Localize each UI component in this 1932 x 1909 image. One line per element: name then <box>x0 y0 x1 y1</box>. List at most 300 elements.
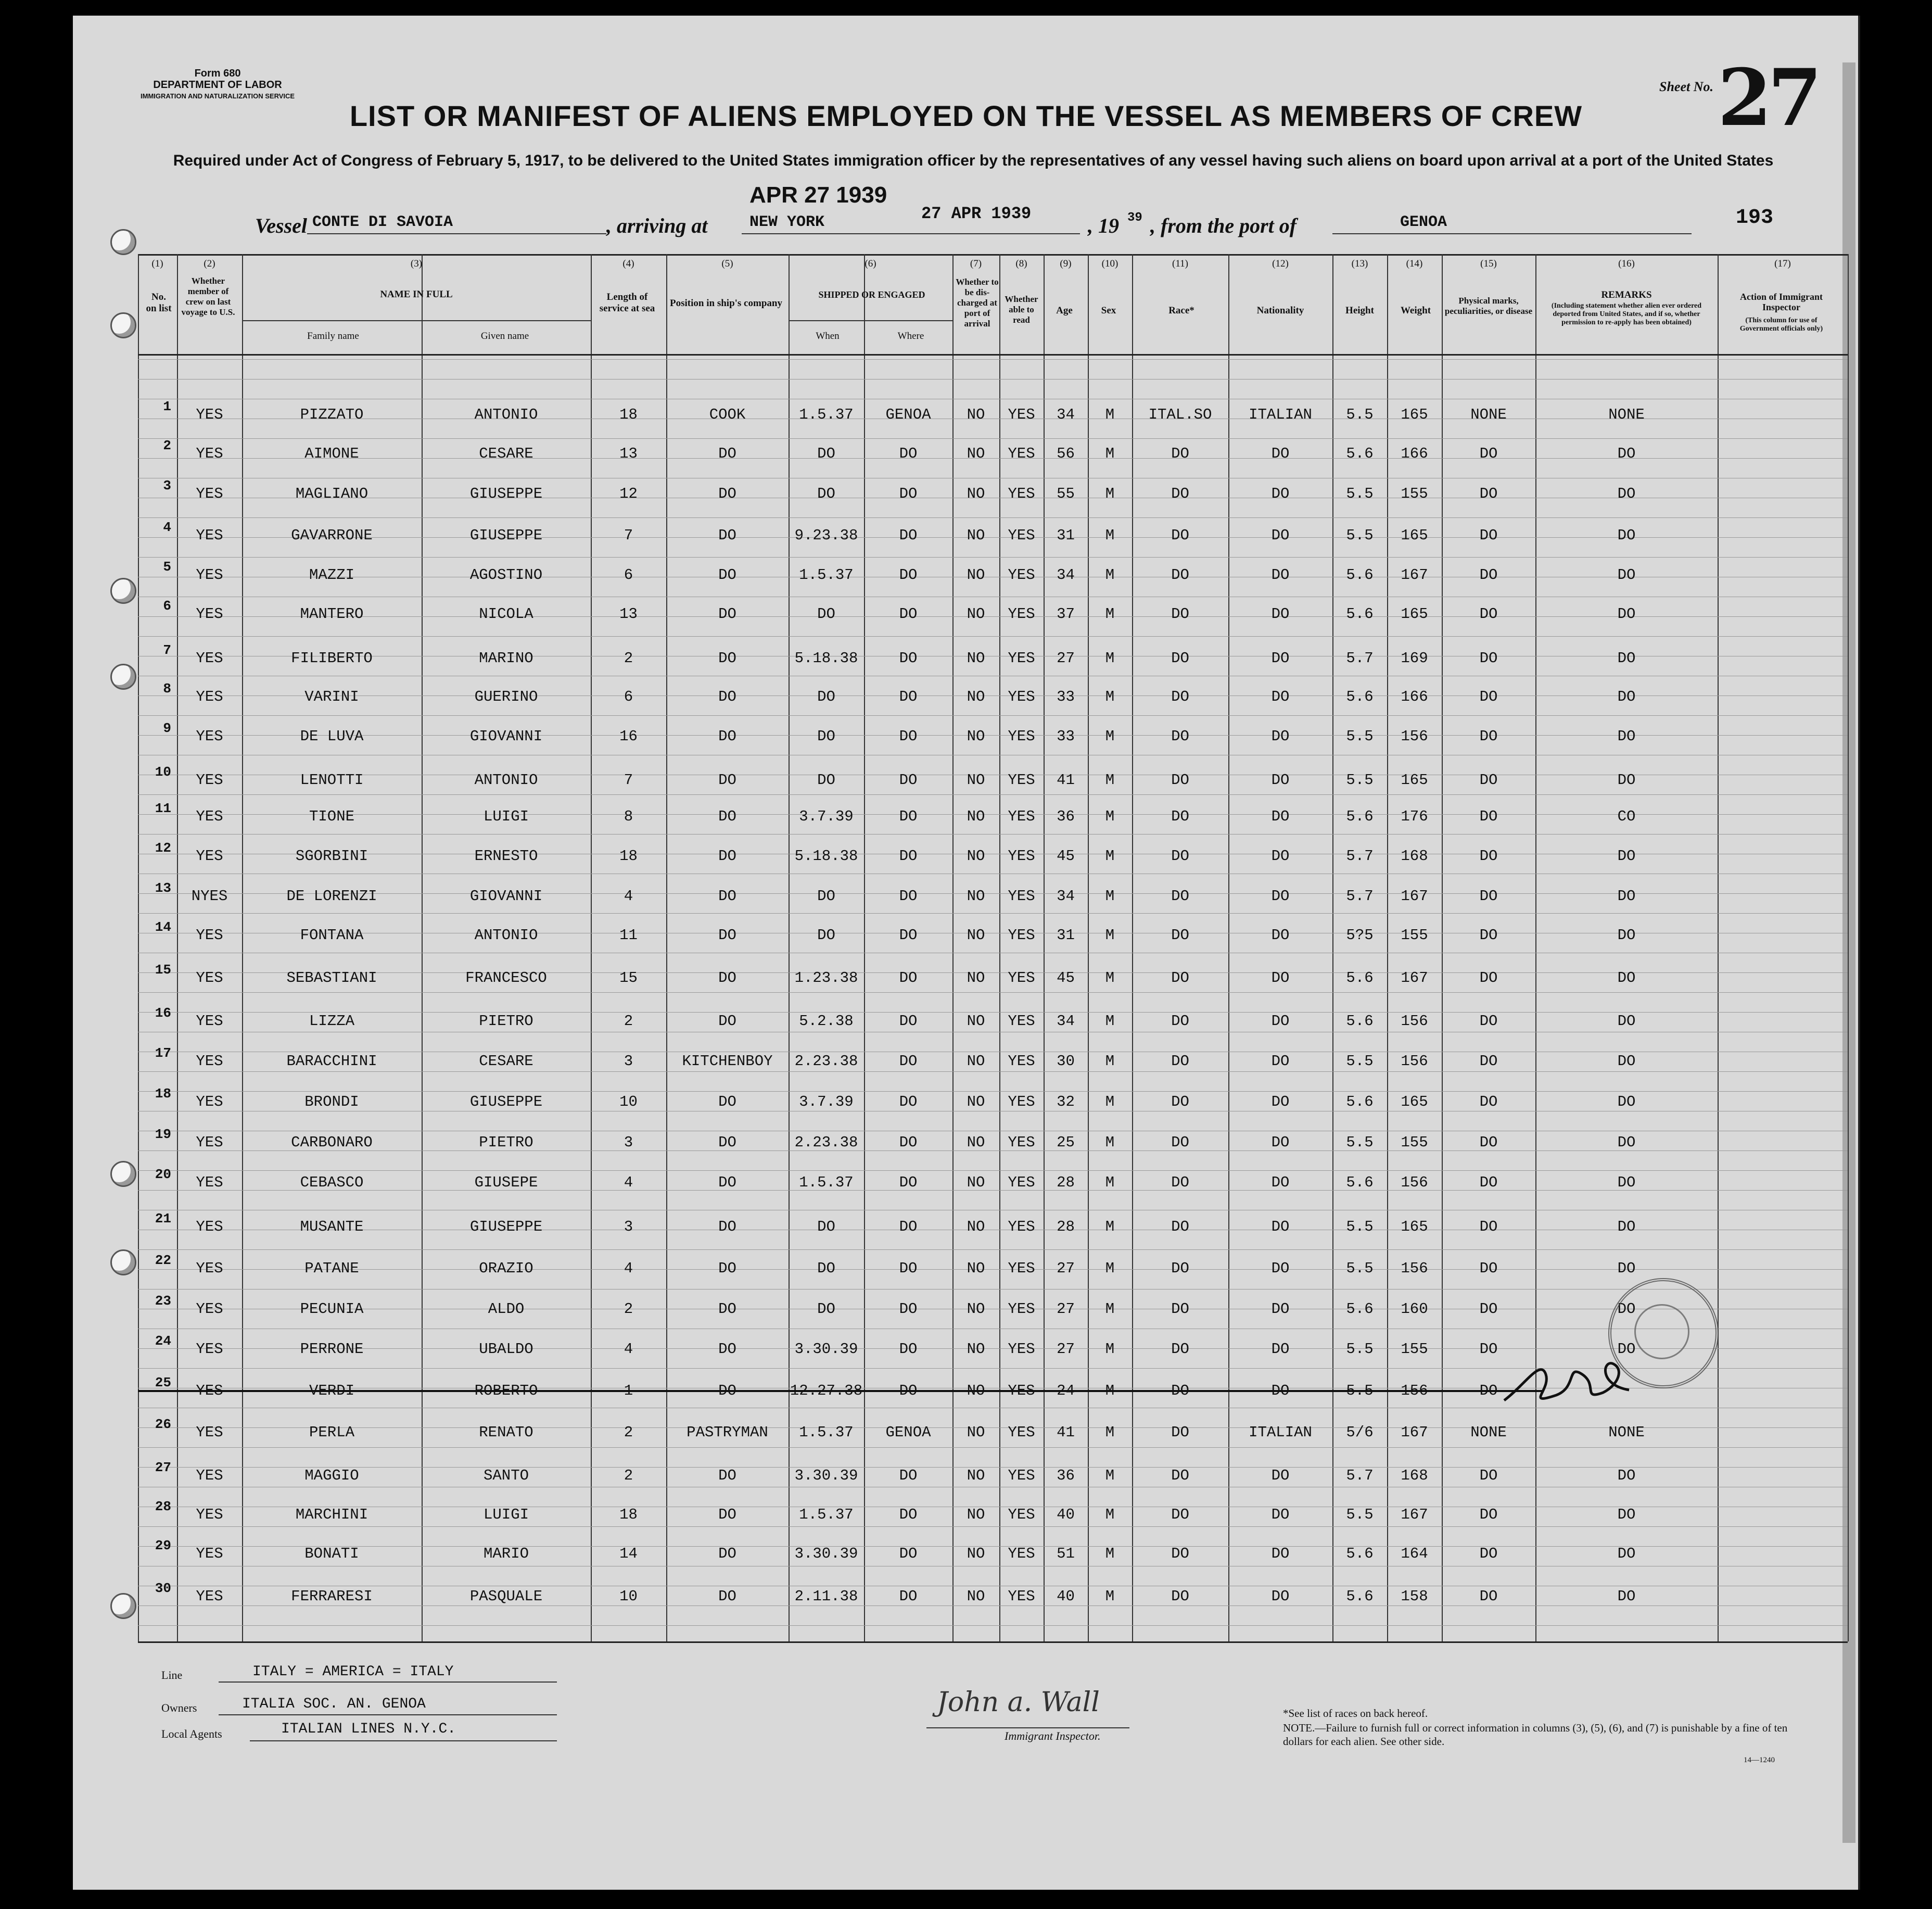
weight: 168 <box>1401 848 1428 865</box>
engaged-when: DO <box>817 1218 835 1235</box>
sex: M <box>1105 566 1115 584</box>
discharged: NO <box>967 1424 985 1441</box>
crew-status: YES <box>196 605 223 623</box>
sex: M <box>1105 1424 1115 1441</box>
races-note: *See list of races on back hereof. <box>1283 1707 1428 1720</box>
physical-marks: NONE <box>1470 1424 1507 1441</box>
race: DO <box>1171 527 1189 544</box>
binder-hole <box>110 1249 136 1275</box>
from-port-underline <box>1332 233 1692 234</box>
position: DO <box>718 445 736 462</box>
crew-status: YES <box>196 1382 223 1399</box>
length-of-service: 2 <box>624 1300 633 1318</box>
height: 5/6 <box>1346 1424 1374 1441</box>
remarks: DO <box>1617 1218 1636 1235</box>
length-of-service: 18 <box>619 1506 638 1523</box>
column-number: (5) <box>721 258 733 269</box>
header-position: Position in ship's company <box>670 298 782 309</box>
family-name: PERLA <box>309 1424 354 1441</box>
engaged-when: DO <box>817 1260 835 1277</box>
nationality: DO <box>1271 485 1290 502</box>
remarks: DO <box>1617 445 1636 462</box>
row-number: 19 <box>155 1127 171 1142</box>
length-of-service: 15 <box>619 969 638 987</box>
age: 41 <box>1057 1424 1075 1441</box>
row-number: 17 <box>155 1045 171 1061</box>
crew-status: YES <box>196 848 223 865</box>
weight: 156 <box>1401 1260 1428 1277</box>
given-name: GIUSEPPE <box>469 1093 543 1110</box>
row-number: 29 <box>155 1538 171 1553</box>
remarks: DO <box>1617 485 1636 502</box>
binder-hole <box>110 229 136 255</box>
crew-status: YES <box>196 1260 223 1277</box>
column-number: (2) <box>204 258 215 269</box>
sex: M <box>1105 1174 1115 1191</box>
nationality: DO <box>1271 605 1290 623</box>
weight: 165 <box>1401 605 1428 623</box>
remarks: DO <box>1617 1174 1636 1191</box>
family-name: TIONE <box>309 808 354 825</box>
arriving-port: NEW YORK <box>749 213 825 231</box>
grid-horizontal-line <box>138 1447 1848 1448</box>
height: 5.7 <box>1346 848 1374 865</box>
row-number: 16 <box>155 1005 171 1021</box>
sex: M <box>1105 1218 1115 1235</box>
engaged-when: 5.18.38 <box>794 848 858 865</box>
sex: M <box>1105 1093 1115 1110</box>
age: 34 <box>1057 566 1075 584</box>
header-remarks-sub: (Including statement whether alien ever ordered deported from United States, and if so, whether permission to re-apply has been obtained) <box>1551 302 1702 326</box>
line-label: Line <box>161 1668 183 1682</box>
given-name: GIUSEPPE <box>469 485 543 502</box>
able-to-read: YES <box>1008 527 1035 544</box>
weight: 166 <box>1401 445 1428 462</box>
arriving-underline <box>742 233 1080 234</box>
physical-marks: DO <box>1479 1260 1498 1277</box>
age: 27 <box>1057 1300 1075 1318</box>
engaged-where: DO <box>899 605 918 623</box>
family-name: FILIBERTO <box>291 650 373 667</box>
family-name: VERDI <box>309 1382 354 1399</box>
engaged-when: DO <box>817 772 835 789</box>
crew-status: YES <box>196 1174 223 1191</box>
column-number: (14) <box>1406 258 1423 269</box>
position: DO <box>718 808 736 825</box>
weight: 167 <box>1401 888 1428 905</box>
engaged-where: DO <box>899 1467 918 1484</box>
engaged-when: 3.7.39 <box>799 1093 854 1110</box>
remarks: DO <box>1617 1300 1636 1318</box>
engaged-where: DO <box>899 445 918 462</box>
engaged-where: DO <box>899 1300 918 1318</box>
sex: M <box>1105 1506 1115 1523</box>
engaged-where: DO <box>899 1506 918 1523</box>
height: 5.5 <box>1346 406 1374 423</box>
family-name: LENOTTI <box>300 772 364 789</box>
weight: 167 <box>1401 1424 1428 1441</box>
weight: 167 <box>1401 969 1428 987</box>
able-to-read: YES <box>1008 1545 1035 1562</box>
crew-status: YES <box>196 728 223 745</box>
grid-horizontal-line <box>138 359 1848 360</box>
physical-marks: DO <box>1479 1053 1498 1070</box>
race: DO <box>1171 1588 1189 1605</box>
crew-status: YES <box>196 1341 223 1358</box>
header-where: Where <box>897 331 924 342</box>
sex: M <box>1105 1588 1115 1605</box>
position: DO <box>718 605 736 623</box>
column-number: (13) <box>1351 258 1368 269</box>
physical-marks: DO <box>1479 927 1498 944</box>
race: DO <box>1171 1260 1189 1277</box>
nationality: DO <box>1271 1093 1290 1110</box>
discharged: NO <box>967 969 985 987</box>
nationality: DO <box>1271 1174 1290 1191</box>
column-number: (12) <box>1272 258 1289 269</box>
grid-horizontal-line <box>138 1071 1848 1072</box>
able-to-read: YES <box>1008 969 1035 987</box>
length-of-service: 14 <box>619 1545 638 1562</box>
row-number: 22 <box>155 1253 171 1268</box>
able-to-read: YES <box>1008 688 1035 705</box>
nationality: DO <box>1271 1013 1290 1030</box>
weight: 156 <box>1401 728 1428 745</box>
age: 36 <box>1057 1467 1075 1484</box>
engaged-when: 1.23.38 <box>794 969 858 987</box>
grid-horizontal-line <box>138 379 1848 380</box>
owners-label: Owners <box>161 1701 197 1714</box>
crew-status: YES <box>196 445 223 462</box>
nationality: DO <box>1271 1260 1290 1277</box>
engaged-where: DO <box>899 1545 918 1562</box>
family-name: PECUNIA <box>300 1300 364 1318</box>
consulate-seal-center <box>1634 1304 1689 1359</box>
engaged-when: DO <box>817 445 835 462</box>
nationality: DO <box>1271 1053 1290 1070</box>
family-name: MARCHINI <box>295 1506 368 1523</box>
given-name: ERNESTO <box>474 848 538 865</box>
row-number: 24 <box>155 1333 171 1349</box>
height: 5.5 <box>1346 1382 1374 1399</box>
year-label: , 19 <box>1088 214 1119 237</box>
age: 37 <box>1057 605 1075 623</box>
form-number-block <box>141 68 295 102</box>
race: DO <box>1171 1053 1189 1070</box>
height: 5.6 <box>1346 969 1374 987</box>
family-name: DE LORENZI <box>286 888 377 905</box>
weight: 156 <box>1401 1053 1428 1070</box>
discharged: NO <box>967 1545 985 1562</box>
remarks: DO <box>1617 688 1636 705</box>
physical-marks: DO <box>1479 888 1498 905</box>
family-name: BARACCHINI <box>286 1053 377 1070</box>
agents-value: ITALIAN LINES N.Y.C. <box>281 1721 456 1737</box>
able-to-read: YES <box>1008 1174 1035 1191</box>
height: 5.6 <box>1346 688 1374 705</box>
length-of-service: 10 <box>619 1588 638 1605</box>
race: DO <box>1171 1174 1189 1191</box>
able-to-read: YES <box>1008 1053 1035 1070</box>
able-to-read: YES <box>1008 888 1035 905</box>
given-name: ALDO <box>488 1300 525 1318</box>
grid-horizontal-line <box>138 1249 1848 1250</box>
discharged: NO <box>967 1467 985 1484</box>
length-of-service: 3 <box>624 1218 633 1235</box>
length-of-service: 3 <box>624 1134 633 1151</box>
age: 28 <box>1057 1218 1075 1235</box>
height: 5.6 <box>1346 1013 1374 1030</box>
engaged-when: 3.30.39 <box>794 1545 858 1562</box>
length-of-service: 4 <box>624 888 633 905</box>
engaged-where: DO <box>899 650 918 667</box>
row-number: 21 <box>155 1211 171 1227</box>
engaged-where: DO <box>899 1260 918 1277</box>
engaged-where: DO <box>899 1053 918 1070</box>
able-to-read: YES <box>1008 1588 1035 1605</box>
position: DO <box>718 1341 736 1358</box>
length-of-service: 6 <box>624 566 633 584</box>
given-name: MARINO <box>479 650 533 667</box>
race: DO <box>1171 605 1189 623</box>
given-name: GIUSEPPE <box>469 1218 543 1235</box>
discharged: NO <box>967 1134 985 1151</box>
weight: 165 <box>1401 1093 1428 1110</box>
arriving-label: , arriving at <box>606 214 708 237</box>
header-discharged: Whether to be dis-charged at port of arrival <box>956 277 999 328</box>
column-number: (15) <box>1480 258 1497 269</box>
physical-marks: DO <box>1479 1382 1498 1399</box>
physical-marks: DO <box>1479 1134 1498 1151</box>
physical-marks: DO <box>1479 1218 1498 1235</box>
binder-hole <box>110 664 136 690</box>
remarks: DO <box>1617 527 1636 544</box>
height: 5.6 <box>1346 1174 1374 1191</box>
header-nationality: Nationality <box>1256 305 1304 316</box>
given-name: PIETRO <box>479 1134 533 1151</box>
grid-horizontal-line <box>138 913 1848 914</box>
service-name: IMMIGRATION AND NATURALIZATION SERVICE <box>141 92 295 100</box>
row-number: 20 <box>155 1167 171 1182</box>
weight: 165 <box>1401 1218 1428 1235</box>
year-value: 39 <box>1127 211 1142 225</box>
physical-marks: DO <box>1479 1341 1498 1358</box>
sex: M <box>1105 1545 1115 1562</box>
weight: 165 <box>1401 527 1428 544</box>
family-name: FERRARESI <box>291 1588 373 1605</box>
engaged-where: DO <box>899 1174 918 1191</box>
height: 5.7 <box>1346 1467 1374 1484</box>
sheet-number: 27 <box>1718 52 1818 144</box>
header-sex: Sex <box>1101 305 1116 316</box>
header-race: Race* <box>1168 305 1194 316</box>
sex: M <box>1105 808 1115 825</box>
nationality: DO <box>1271 808 1290 825</box>
weight: 156 <box>1401 1382 1428 1399</box>
remarks: DO <box>1617 650 1636 667</box>
grid-horizontal-line <box>138 1526 1848 1527</box>
given-name: GIUSEPPE <box>469 527 543 544</box>
grid-horizontal-line <box>138 636 1848 637</box>
row-number: 1 <box>163 399 171 414</box>
row-25-strikethrough <box>138 1390 1543 1392</box>
length-of-service: 2 <box>624 1467 633 1484</box>
able-to-read: YES <box>1008 1134 1035 1151</box>
physical-marks: DO <box>1479 527 1498 544</box>
sheet-label: Sheet No. <box>1659 79 1713 94</box>
age: 40 <box>1057 1588 1075 1605</box>
race: DO <box>1171 808 1189 825</box>
date-stamp-2: 27 APR 1939 <box>921 204 1032 223</box>
able-to-read: YES <box>1008 485 1035 502</box>
able-to-read: YES <box>1008 1013 1035 1030</box>
given-name: ANTONIO <box>474 772 538 789</box>
age: 24 <box>1057 1382 1075 1399</box>
engaged-when: 1.5.37 <box>799 1506 854 1523</box>
position: KITCHENBOY <box>682 1053 773 1070</box>
able-to-read: YES <box>1008 728 1035 745</box>
age: 45 <box>1057 969 1075 987</box>
position: DO <box>718 650 736 667</box>
row-number: 12 <box>155 840 171 856</box>
family-name: MUSANTE <box>300 1218 364 1235</box>
discharged: NO <box>967 1300 985 1318</box>
physical-marks: DO <box>1479 1300 1498 1318</box>
height: 5.7 <box>1346 650 1374 667</box>
age: 41 <box>1057 772 1075 789</box>
engaged-when: 5.18.38 <box>794 650 858 667</box>
race: DO <box>1171 969 1189 987</box>
owners-underline <box>219 1714 557 1715</box>
nationality: DO <box>1271 527 1290 544</box>
crew-status: NYES <box>191 888 228 905</box>
engaged-where: DO <box>899 888 918 905</box>
family-name: GAVARRONE <box>291 527 373 544</box>
able-to-read: YES <box>1008 1260 1035 1277</box>
crew-status: YES <box>196 688 223 705</box>
engaged-where: DO <box>899 485 918 502</box>
engaged-where: DO <box>899 1093 918 1110</box>
age: 25 <box>1057 1134 1075 1151</box>
length-of-service: 11 <box>619 927 638 944</box>
age: 56 <box>1057 445 1075 462</box>
age: 27 <box>1057 1341 1075 1358</box>
nationality: DO <box>1271 1134 1290 1151</box>
length-of-service: 2 <box>624 1424 633 1441</box>
column-number: (16) <box>1618 258 1635 269</box>
length-of-service: 3 <box>624 1053 633 1070</box>
header-shipped: SHIPPED OR ENGAGED <box>818 289 925 300</box>
remarks: DO <box>1617 605 1636 623</box>
race: DO <box>1171 888 1189 905</box>
physical-marks: DO <box>1479 772 1498 789</box>
family-name: AIMONE <box>304 445 359 462</box>
crew-status: YES <box>196 1300 223 1318</box>
nationality: DO <box>1271 1341 1290 1358</box>
height: 5.6 <box>1346 605 1374 623</box>
age: 33 <box>1057 688 1075 705</box>
weight: 167 <box>1401 566 1428 584</box>
engaged-where: DO <box>899 1218 918 1235</box>
row-number: 23 <box>155 1293 171 1309</box>
physical-marks: DO <box>1479 1093 1498 1110</box>
header-crew-last-voyage: Whether member of crew on last voyage to U.S. <box>181 276 235 317</box>
grid-horizontal-line <box>138 1091 1848 1092</box>
age: 27 <box>1057 650 1075 667</box>
sex: M <box>1105 1260 1115 1277</box>
physical-marks: DO <box>1479 566 1498 584</box>
given-name: ROBERTO <box>474 1382 538 1399</box>
row-number: 3 <box>163 478 171 494</box>
engaged-when: DO <box>817 1300 835 1318</box>
height: 5?5 <box>1346 927 1374 944</box>
engaged-when: DO <box>817 728 835 745</box>
vessel-name: CONTE DI SAVOIA <box>312 213 453 231</box>
inspector-label: Immigrant Inspector. <box>1005 1729 1101 1742</box>
position: PASTRYMAN <box>687 1424 768 1441</box>
owners-value: ITALIA SOC. AN. GENOA <box>242 1696 426 1712</box>
physical-marks: DO <box>1479 848 1498 865</box>
position: DO <box>718 927 736 944</box>
page-title: LIST OR MANIFEST OF ALIENS EMPLOYED ON THE VESSEL AS MEMBERS OF CREW <box>349 99 1583 132</box>
race: DO <box>1171 485 1189 502</box>
weight: 168 <box>1401 1467 1428 1484</box>
nationality: DO <box>1271 969 1290 987</box>
height: 5.5 <box>1346 728 1374 745</box>
sex: M <box>1105 969 1115 987</box>
column-number: (1) <box>151 258 163 269</box>
family-name: PERRONE <box>300 1341 364 1358</box>
race: DO <box>1171 1300 1189 1318</box>
department-name: DEPARTMENT OF LABOR <box>153 79 282 91</box>
crew-status: YES <box>196 1134 223 1151</box>
family-name: FONTANA <box>300 927 364 944</box>
race: DO <box>1171 1134 1189 1151</box>
able-to-read: YES <box>1008 1218 1035 1235</box>
position: DO <box>718 1260 736 1277</box>
weight: 166 <box>1401 688 1428 705</box>
page-number: 193 <box>1736 206 1774 230</box>
form-code: 14—1240 <box>1744 1756 1775 1764</box>
engaged-when: 2.11.38 <box>794 1588 858 1605</box>
age: 31 <box>1057 927 1075 944</box>
physical-marks: DO <box>1479 1588 1498 1605</box>
engaged-where: DO <box>899 808 918 825</box>
grid-horizontal-line <box>138 517 1848 518</box>
row-number: 5 <box>163 559 171 575</box>
age: 40 <box>1057 1506 1075 1523</box>
crew-status: YES <box>196 808 223 825</box>
binder-hole <box>110 1593 136 1619</box>
able-to-read: YES <box>1008 605 1035 623</box>
header-name-in-full: NAME IN FULL <box>380 289 453 300</box>
engaged-where: DO <box>899 1013 918 1030</box>
column-number: (3) <box>410 258 423 269</box>
remarks: DO <box>1617 848 1636 865</box>
physical-marks: DO <box>1479 605 1498 623</box>
physical-marks: DO <box>1479 1174 1498 1191</box>
height: 5.6 <box>1346 1545 1374 1562</box>
discharged: NO <box>967 1013 985 1030</box>
sex: M <box>1105 650 1115 667</box>
nationality: DO <box>1271 772 1290 789</box>
height: 5.6 <box>1346 808 1374 825</box>
engaged-where: DO <box>899 772 918 789</box>
sex: M <box>1105 772 1115 789</box>
grid-header-divider <box>242 320 591 321</box>
grid-horizontal-line <box>138 715 1848 716</box>
row-number: 11 <box>155 801 171 816</box>
